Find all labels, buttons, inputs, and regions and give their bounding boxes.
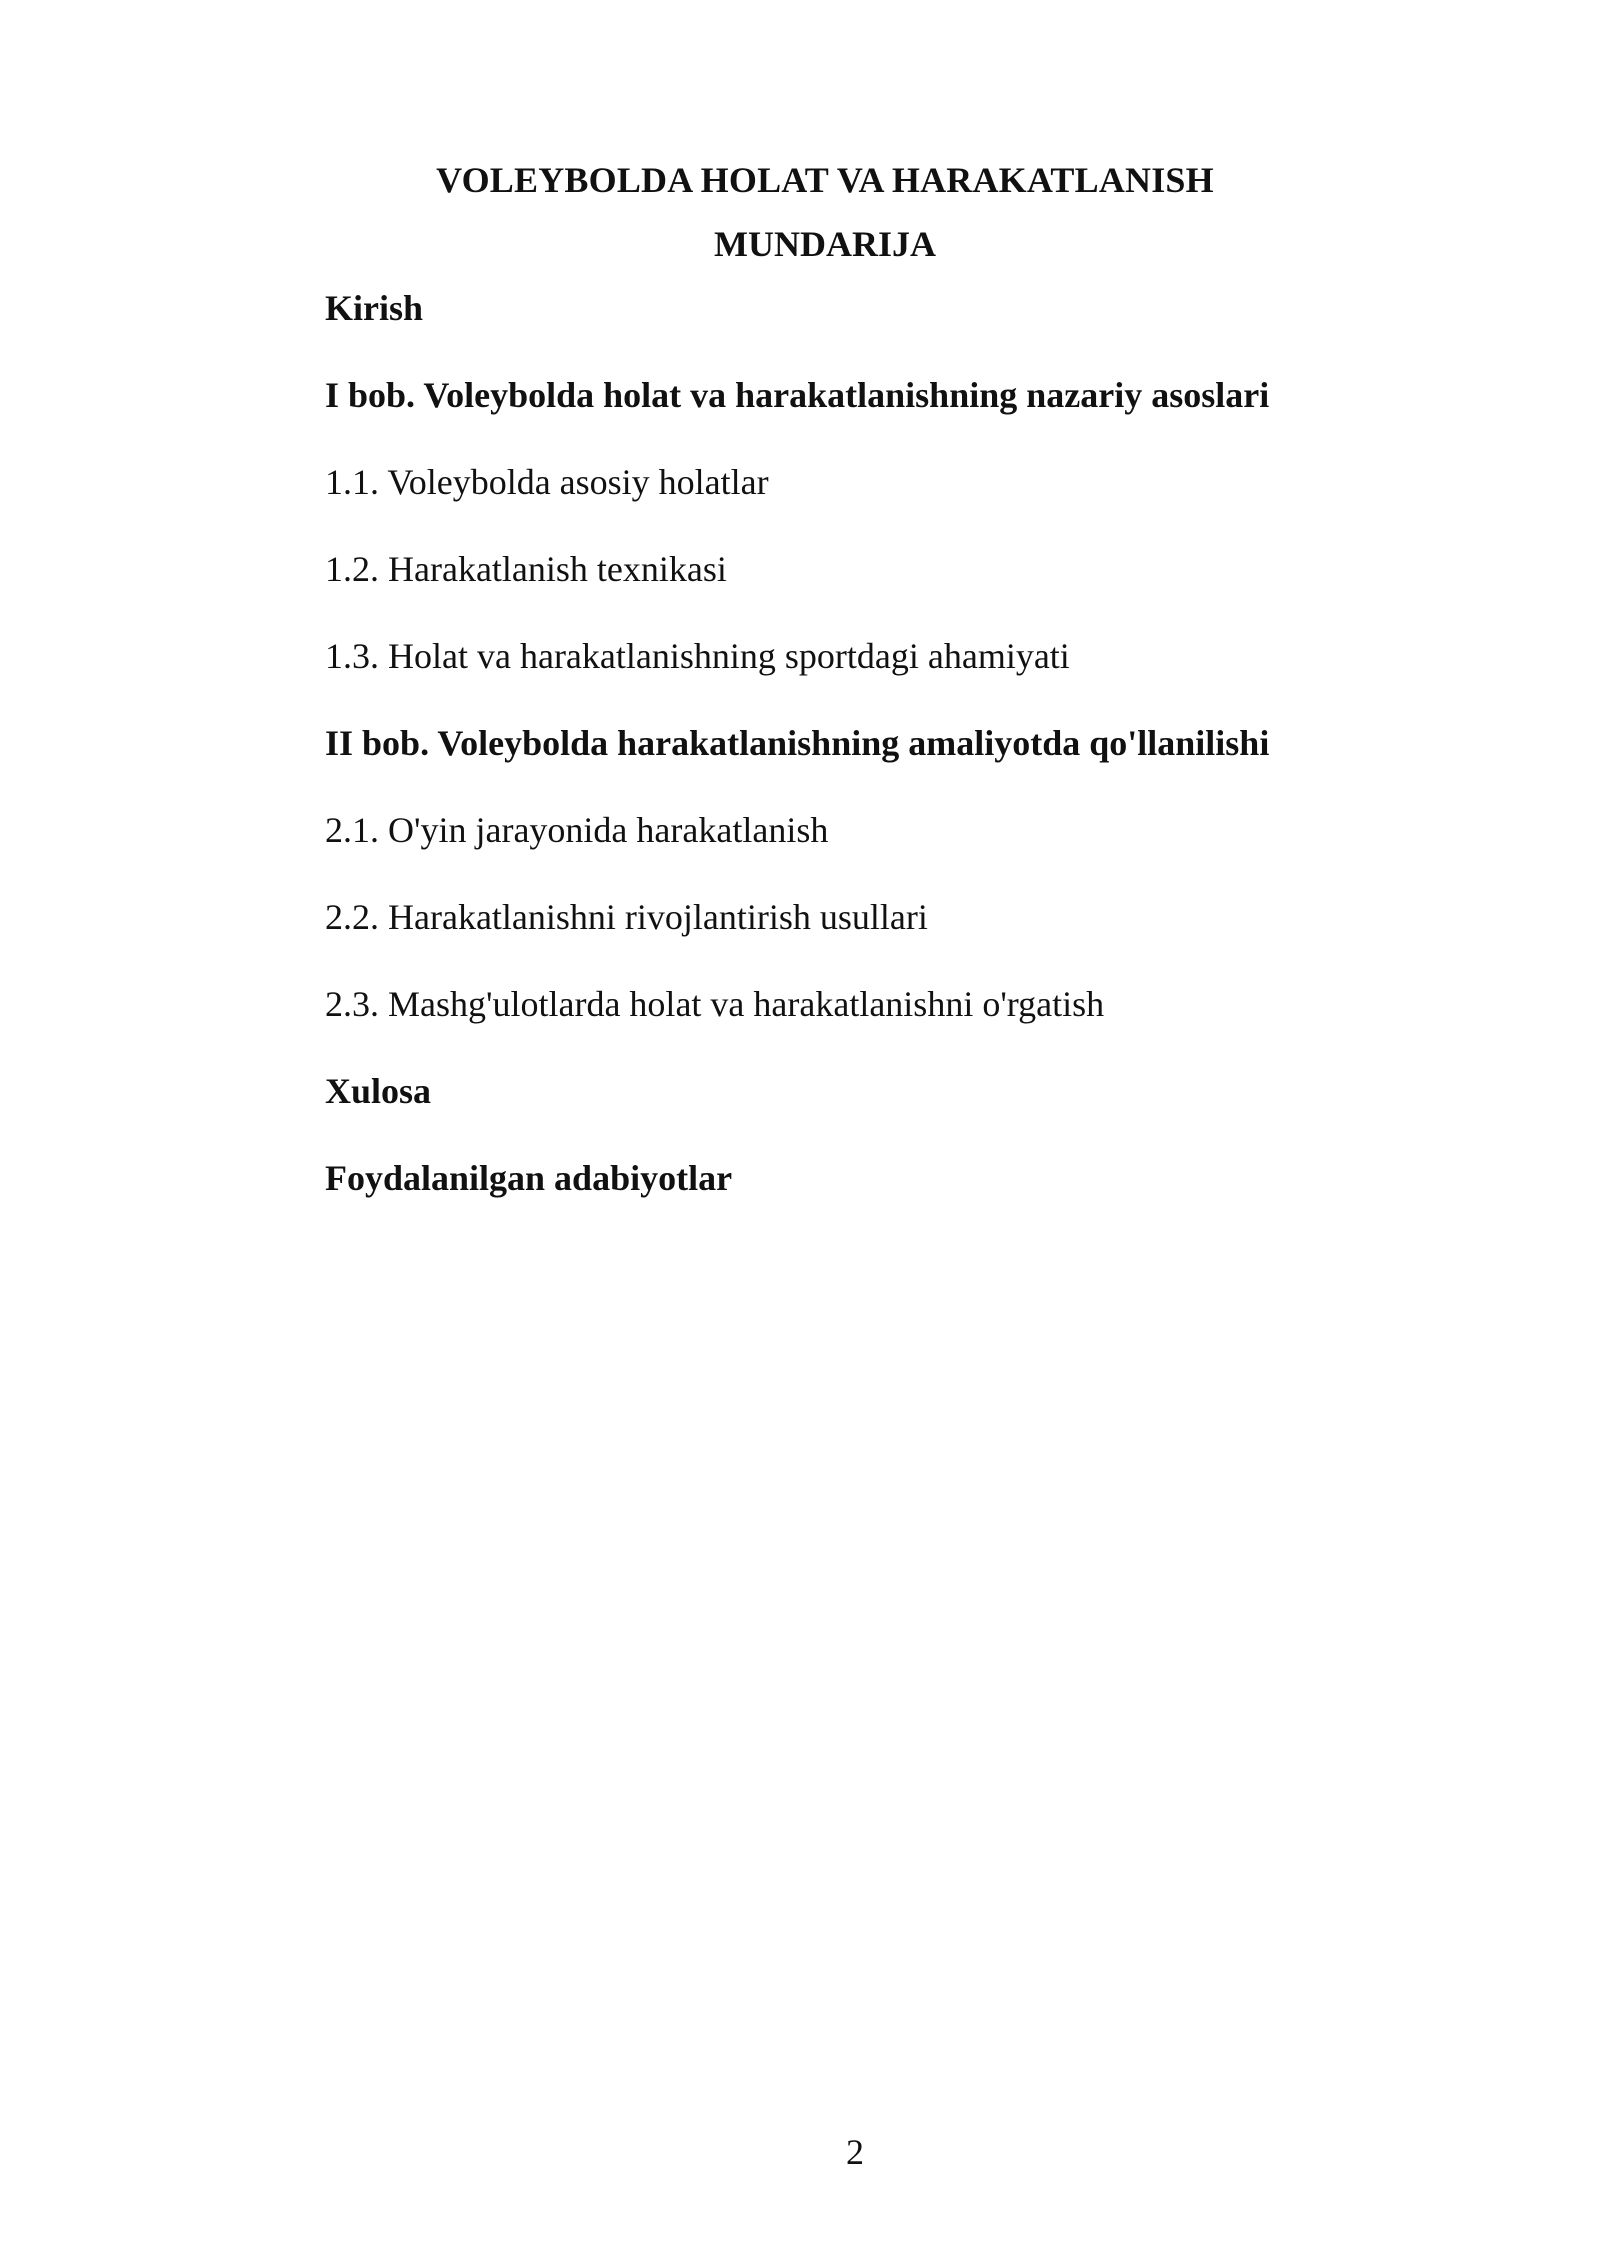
table-of-contents — [325, 278, 1325, 1208]
toc-entry-chapter-2: II bob. Voleybolda harakatlanishning amaliyotda qo'llanilishi — [325, 723, 1270, 763]
toc-entry-section-1-1: 1.1. Voleybolda asosiy holatlar — [325, 462, 769, 502]
toc-entry-chapter-1: I bob. Voleybolda holat va harakatlanishning nazariy asoslari — [325, 375, 1270, 415]
toc-entry-section-1-3: 1.3. Holat va harakatlanishning sportdagi ahamiyati — [325, 636, 1070, 676]
toc-entry-references: Foydalanilgan adabiyotlar — [325, 1158, 733, 1198]
toc-heading: MUNDARIJA — [714, 224, 936, 264]
toc-entry-section-2-2: 2.2. Harakatlanishni rivojlantirish usullari — [325, 897, 928, 937]
toc-entry-xulosa: Xulosa — [325, 1071, 432, 1111]
toc-entry-section-2-1: 2.1. O'yin jarayonida harakatlanish — [325, 810, 829, 850]
document-title: VOLEYBOLDA HOLAT VA HARAKATLANISH — [436, 160, 1214, 200]
toc-entry-section-1-2: 1.2. Harakatlanish texnikasi — [325, 549, 727, 589]
toc-entry-kirish: Kirish — [325, 288, 424, 328]
page-number: 2 — [846, 2132, 864, 2172]
toc-entry-section-2-3: 2.3. Mashg'ulotlarda holat va harakatlanishni o'rgatish — [325, 984, 1105, 1024]
page-content — [325, 148, 1325, 1235]
